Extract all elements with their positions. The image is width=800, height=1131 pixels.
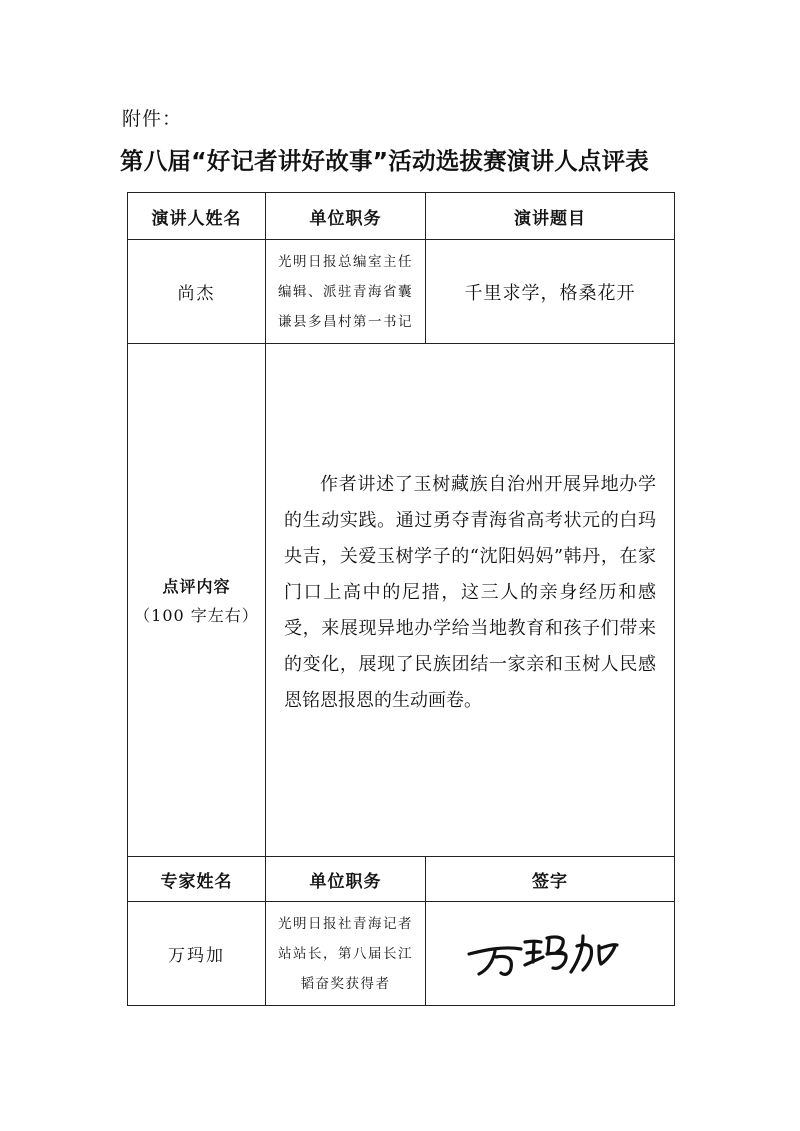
comment-text-cell: [266, 344, 675, 857]
expert-header-row: [128, 857, 675, 902]
speaker-name: 尚杰: [128, 240, 266, 344]
header-speech-topic: 演讲题目: [426, 193, 675, 240]
speaker-unit-line: 光明日报总编室主任: [278, 253, 413, 270]
expert-unit-line: 光明日报社青海记者: [278, 915, 413, 932]
expert-unit-line: 站站长，第八届长江: [278, 945, 413, 962]
expert-row: [128, 902, 675, 1006]
comment-note: （100 字左右）: [134, 606, 259, 625]
expert-unit: [266, 902, 426, 1006]
attachment-label: 附件：: [122, 108, 183, 130]
expert-unit-line: 韬奋奖获得者: [300, 975, 391, 992]
speaker-unit-line: 编辑、派驻青海省囊: [278, 283, 413, 300]
expert-name: 万玛加: [128, 902, 266, 1006]
speaker-unit-line: 谦县多昌村第一书记: [278, 313, 413, 330]
handwritten-signature-icon: [465, 924, 635, 984]
speech-topic: 千里求学，格桑花开: [426, 240, 675, 344]
review-table: [127, 192, 675, 1006]
comment-text: 作者讲述了玉树藏族自治州开展异地办学的生动实践。通过勇夺青海省高考状元的白玛央吉，关爱玉树学子的“沈阳妈妈”韩丹，在家门口上高中的尼措，这三人的亲身经历和感受，来展现异地办学给当地教育和孩子们带来的变化，展现了民族团结一家亲和玉树人民感恩铭恩报恩的生动画卷。: [284, 474, 656, 711]
signature-cell: [426, 902, 675, 1006]
comment-label-cell: [128, 344, 266, 857]
speaker-unit: [266, 240, 426, 344]
header-unit-position: 单位职务: [266, 193, 426, 240]
speaker-header-row: [128, 193, 675, 240]
header-signature: 签字: [426, 857, 675, 902]
header-expert-name: 专家姓名: [128, 857, 266, 902]
page-title: 第八届“好记者讲好故事”活动选拔赛演讲人点评表: [120, 147, 649, 175]
header-speaker-name: 演讲人姓名: [128, 193, 266, 240]
comment-row: [128, 344, 675, 857]
header-expert-unit: 单位职务: [266, 857, 426, 902]
speaker-row: [128, 240, 675, 344]
comment-label: 点评内容: [162, 577, 231, 596]
